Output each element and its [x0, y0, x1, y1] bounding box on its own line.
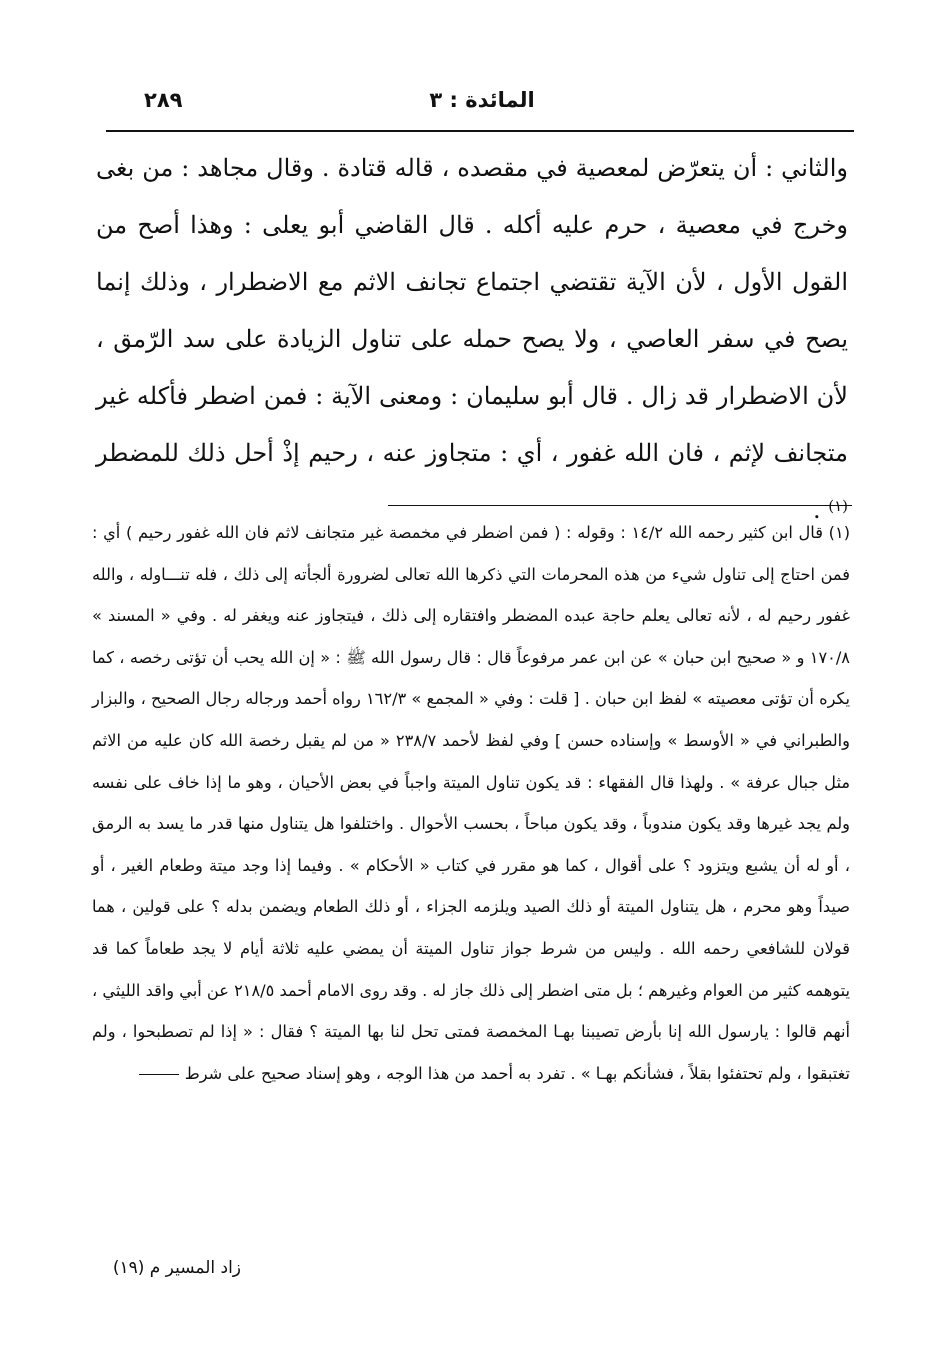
- header-rule: [106, 130, 854, 132]
- footnote-continuation-dash: [139, 1074, 179, 1075]
- footnote-paragraph: [92, 512, 850, 1094]
- page-number: ٢٨٩: [144, 88, 183, 112]
- main-paragraph-text: والثاني : أن يتعرّض لمعصية في مقصده ، قاله قتادة . وقال مجاهد : من بغى وخرج في معصية ، حرم عليه أكله . قال القاضي أبو يعلى : وهذا أصح من القول الأول ، لأن الآية تقتضي اجتماع تجانف الاثم مع الاضطرار ، وذلك إنما يصح في سفر العاصي ، ولا يصح حمله على تناول الزيادة على سد الرّمق ، لأن الاضطرار قد زال . قال أبو سليمان : ومعنى الآية : فمن اضطر فأكله غير متجانف لإثم ، فان الله غفور ، أي : متجاوز عنه ، رحيم إذْ أحل ذلك للمضطر: [96, 154, 848, 467]
- chapter-reference: المائدة : ٣: [429, 88, 535, 112]
- footnote: [92, 512, 850, 1094]
- main-paragraph-end: .: [812, 496, 821, 524]
- footnote-text: (١) قال ابن كثير رحمه الله ١٤/٢ : وقوله : ( فمن اضطر في مخمصة غير متجانف لاثم فان الله غفور رحيم ) أي : فمن احتاج إلى تناول شيء من هذه المحرمات التي ذكرها الله تعالى لضرورة ألجأته إلى ذلك ، فله تنـــاوله ، والله غفور رحيم له ، لأنه تعالى يعلم حاجة عبده المضطر وافتقاره إلى ذلك ، فيتجاوز عنه ويغفر له . وفي « المسند » ١٧٠/٨ و « صحيح ابن حبان » عن ابن عمر مرفوعاً قال : قال رسول الله ﷺ : « إن الله يحب أن تؤتى رخصه ، كما يكره أن تؤتى معصيته » لفظ ابن حبان . [ قلت : وفي « المجمع » ١٦٢/٣ رواه أحمد ورجاله رجال الصحيح ، والبزار والطبراني في « الأوسط » وإسناده حسن ] وفي لفظ لأحمد ٢٣٨/٧ « من لم يقبل رخصة الله كان عليه من الاثم مثل جبال عرفة » . ولهذا قال الفقهاء : قد يكون تناول الميتة واجباً في بعض الأحيان ، وهو ما إذا خاف على نفسه ولم يجد غيرها وقد يكون مندوباً ، وقد يكون مباحاً ، بحسب الأحوال . واختلفوا هل يتناول منها قدر ما يسد به الرمق ، أو له أن يشبع ويتزود ؟ على أقوال ، كما هو مقرر في كتاب « الأحكام » . وفيما إذا وجد ميتة وطعام الغير ، أو صيداً وهو محرم ، هل يتناول الميتة أو ذلك الصيد ويلزمه الجزاء ، أو ذلك الطعام ويضمن بدله ؟ على قولين ، هما قولان للشافعي رحمه الله . وليس من شرط جواز تناول الميتة أن يمضي عليه ثلاثة أيام لا يجد طعاماً كما قد يتوهمه كثير من العوام وغيرهم ؛ بل متى اضطر إلى ذلك جاز له . وقد روى الامام أحمد ٢١٨/٥ عن أبي واقد الليثي ، أنهم قالوا : يارسول الله إنا بأرض تصيبنا بهـا المخمصة فمتى تحل لنا بها الميتة ؟ فقال : « إذا لم تصطبحوا ، ولم تغتبقوا ، ولم تحتفئوا بقلاً ، فشأنكم بهـا » . تفرد به أحمد من هذا الوجه ، وهو إسناد صحيح على شرط: [92, 523, 851, 1083]
- main-text: [96, 140, 848, 539]
- book-signature: زاد المسير م (١٩): [112, 1258, 241, 1278]
- page-header: [110, 88, 854, 124]
- footnote-reference: (١): [828, 497, 848, 515]
- footnote-separator: [388, 505, 852, 506]
- main-paragraph: [96, 140, 848, 539]
